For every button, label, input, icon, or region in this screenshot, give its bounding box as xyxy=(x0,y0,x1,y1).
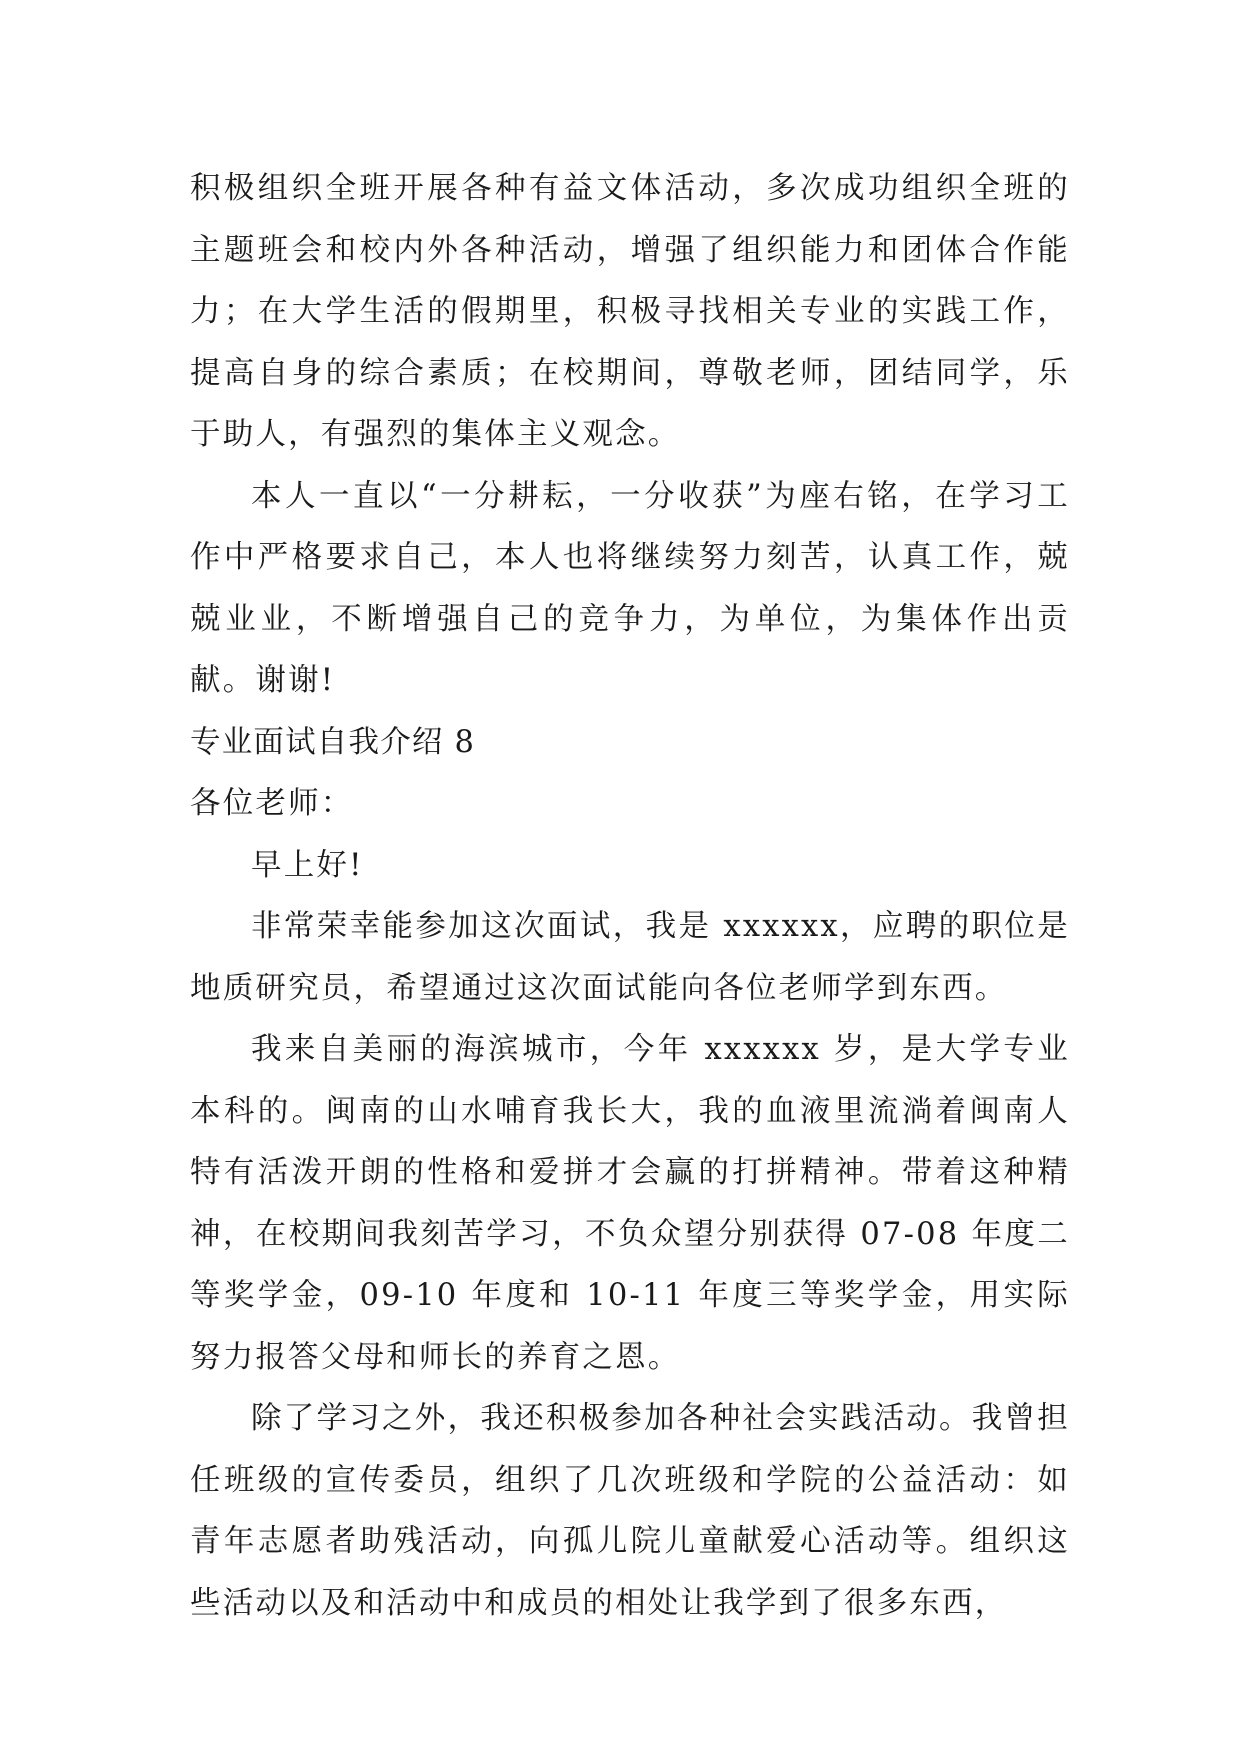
paragraph-motto: 本人一直以“一分耕耘，一分收获”为座右铭，在学习工作中严格要求自己，本人也将继续努力刻苦，认真工作，兢兢业业，不断增强自己的竞争力，为单位，为集体作出贡献。谢谢! xyxy=(190,478,1070,698)
paragraph-intro: 非常荣幸能参加这次面试，我是 xxxxxx，应聘的职位是地质研究员，希望通过这次面试能向各位老师学到东西。 xyxy=(190,909,1070,1006)
paragraph-background: 我来自美丽的海滨城市，今年 xxxxxx 岁，是大学专业本科的。闽南的山水哺育我长大，我的血液里流淌着闽南人特有活泼开朗的性格和爱拼才会赢的打拼精神。带着这种精神，在校期间我刻苦学习，不负众望分别获得 07-08 年度二等奖学金，09-10 年度和 10-11 年度三等奖学金，用实际努力报答父母和师长的养育之恩。 xyxy=(190,1032,1070,1375)
paragraph-continuation: 积极组织全班开展各种有益文体活动，多次成功组织全班的主题班会和校内外各种活动，增强了组织能力和团体合作能力；在大学生活的假期里，积极寻找相关专业的实践工作，提高自身的综合素质；在校期间，尊敬老师，团结同学，乐于助人，有强烈的集体主义观念。 xyxy=(190,171,1070,452)
paragraph-salutation: 各位老师： xyxy=(190,786,354,821)
paragraph-greeting: 早上好! xyxy=(251,847,364,883)
document-body xyxy=(190,158,1070,1634)
section-heading: 专业面试自我介绍 8 xyxy=(190,724,476,760)
paragraph-activities: 除了学习之外，我还积极参加各种社会实践活动。我曾担任班级的宣传委员，组织了几次班级和学院的公益活动：如青年志愿者助残活动，向孤儿院儿童献爱心活动等。组织这些活动以及和活动中和成员的相处让我学到了很多东西， xyxy=(190,1401,1070,1621)
